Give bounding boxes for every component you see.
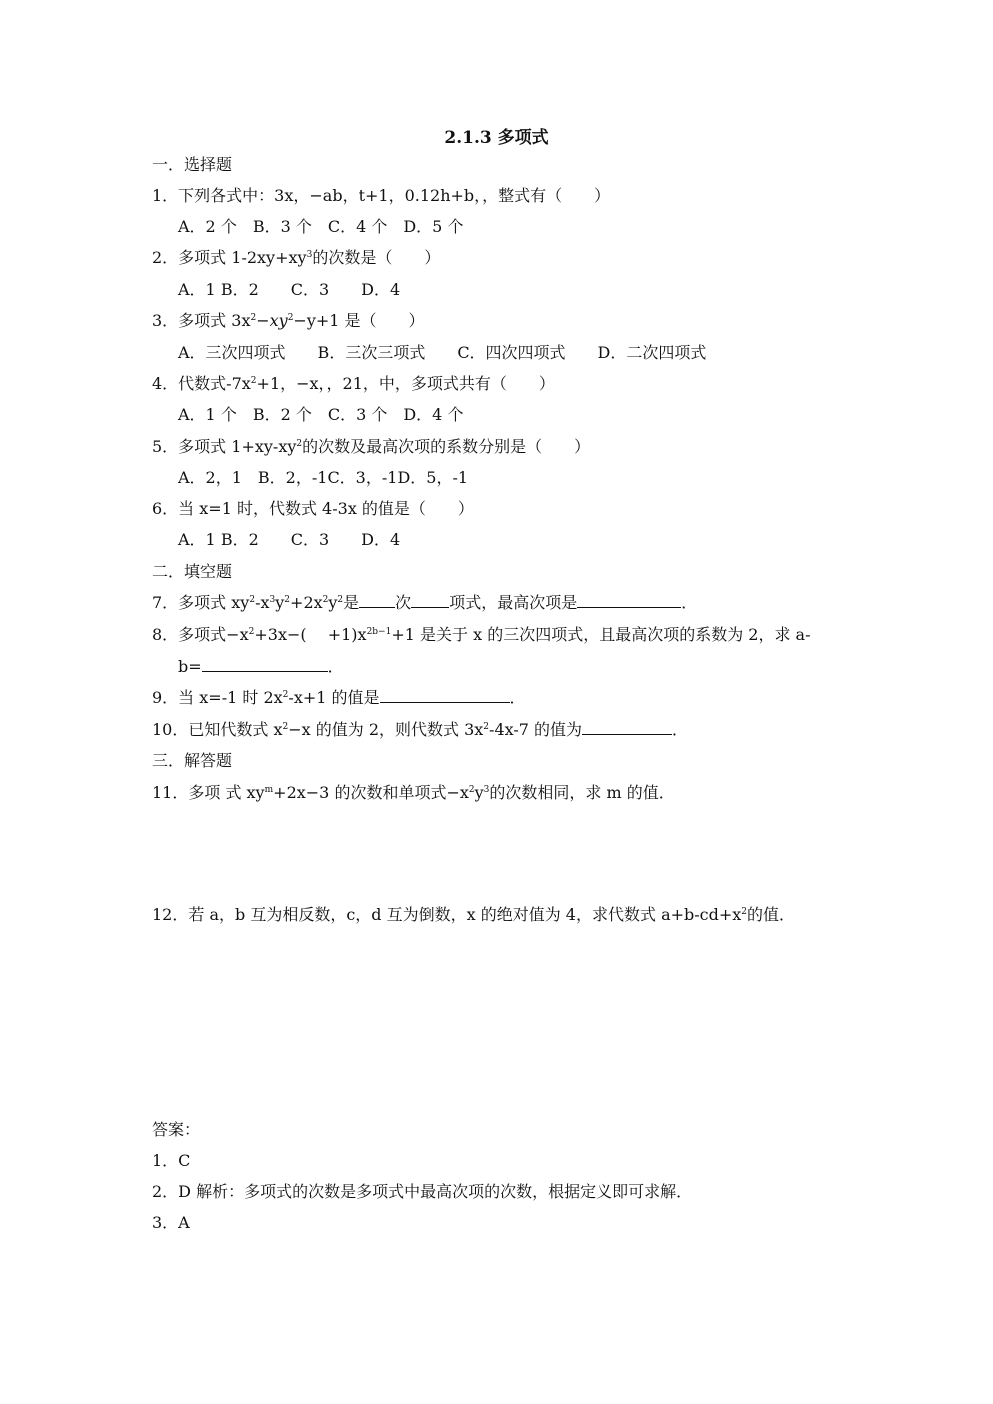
question-5-options: A．2，1 B．2，-1C．3，-1D．5，-1 — [178, 468, 469, 487]
section-solve-heading: 三．解答题 — [152, 751, 233, 770]
blank-10[interactable] — [582, 720, 672, 735]
blank-7a[interactable] — [359, 593, 395, 608]
question-9: 9．当 x=-1 时 $2x^2-x+1$ 的值是 ． — [152, 688, 526, 707]
question-1-options: A．2 个 B．3 个 C．4 个 D．5 个 — [178, 217, 464, 236]
question-8-cont: b= ． — [178, 657, 344, 676]
blank-7b[interactable] — [411, 593, 449, 608]
question-12: 12．若 a，b 互为相反数，c，d 互为倒数，x 的绝对值为 4，求代数式 $a+b-cd+x^2$的值． — [152, 905, 796, 924]
question-11: 11．多项 式 $xy^m+2x-3$ 的次数和单项式$-x^2y^3$的次数相同，求 m 的值． — [152, 783, 675, 802]
page-title: 2.1.3 多项式 — [444, 128, 549, 148]
question-3-options: A．三次四项式 B．三次三项式 C．四次四项式 D．二次四项式 — [178, 343, 707, 362]
question-3: 3．多项式 $3x^2-xy^2-y+1$ 是（ ） — [152, 311, 425, 330]
question-5: 5．多项式 $1+xy-xy^2$的次数及最高次项的系数分别是（ ） — [152, 437, 591, 456]
answer-3: 3．A — [152, 1213, 190, 1232]
question-4-options: A．1 个 B．2 个 C．3 个 D．4 个 — [178, 405, 464, 424]
question-1: 1．下列各式中：3x，−ab，t+1，0.12h+b，，整式有（ ） — [152, 186, 611, 205]
question-7: 7．多项式 $xy^2-x^3y^2+2x^2y^2$是 次 项式，最高次项是 ． — [152, 593, 698, 612]
question-6-options: A．1 B．2 C．3 D．4 — [178, 530, 401, 549]
question-6: 6．当 x=1 时，代数式 4-3x 的值是（ ） — [152, 499, 474, 518]
blank-9[interactable] — [380, 688, 510, 703]
question-2-options: A．1 B．2 C．3 D．4 — [178, 280, 401, 299]
section-fill-heading: 二．填空题 — [152, 562, 233, 581]
question-4: 4．代数式$-7x^2+1$，−x，，21，中，多项式共有（ ） — [152, 374, 555, 393]
answer-2: 2．D 解析：多项式的次数是多项式中最高次项的次数，根据定义即可求解． — [152, 1182, 693, 1201]
question-2: 2．多项式 $1-2xy+xy^3$的次数是（ ） — [152, 248, 441, 267]
blank-7c[interactable] — [577, 593, 681, 608]
question-10: 10．已知代数式 $x^2-x$ 的值为 2，则代数式 $3x^2-4x-7$ 的值为 ． — [152, 720, 689, 739]
answer-1: 1．C — [152, 1151, 191, 1170]
blank-8[interactable] — [202, 657, 328, 672]
question-8: 8．多项式$-x^2+3x-$( $+1)x^{2b-1}+1$ 是关于 x 的三次四项式，且最高次项的系数为 2，求 a- — [152, 625, 811, 644]
answers-heading: 答案： — [152, 1120, 201, 1139]
section-choice-heading: 一．选择题 — [152, 155, 233, 174]
